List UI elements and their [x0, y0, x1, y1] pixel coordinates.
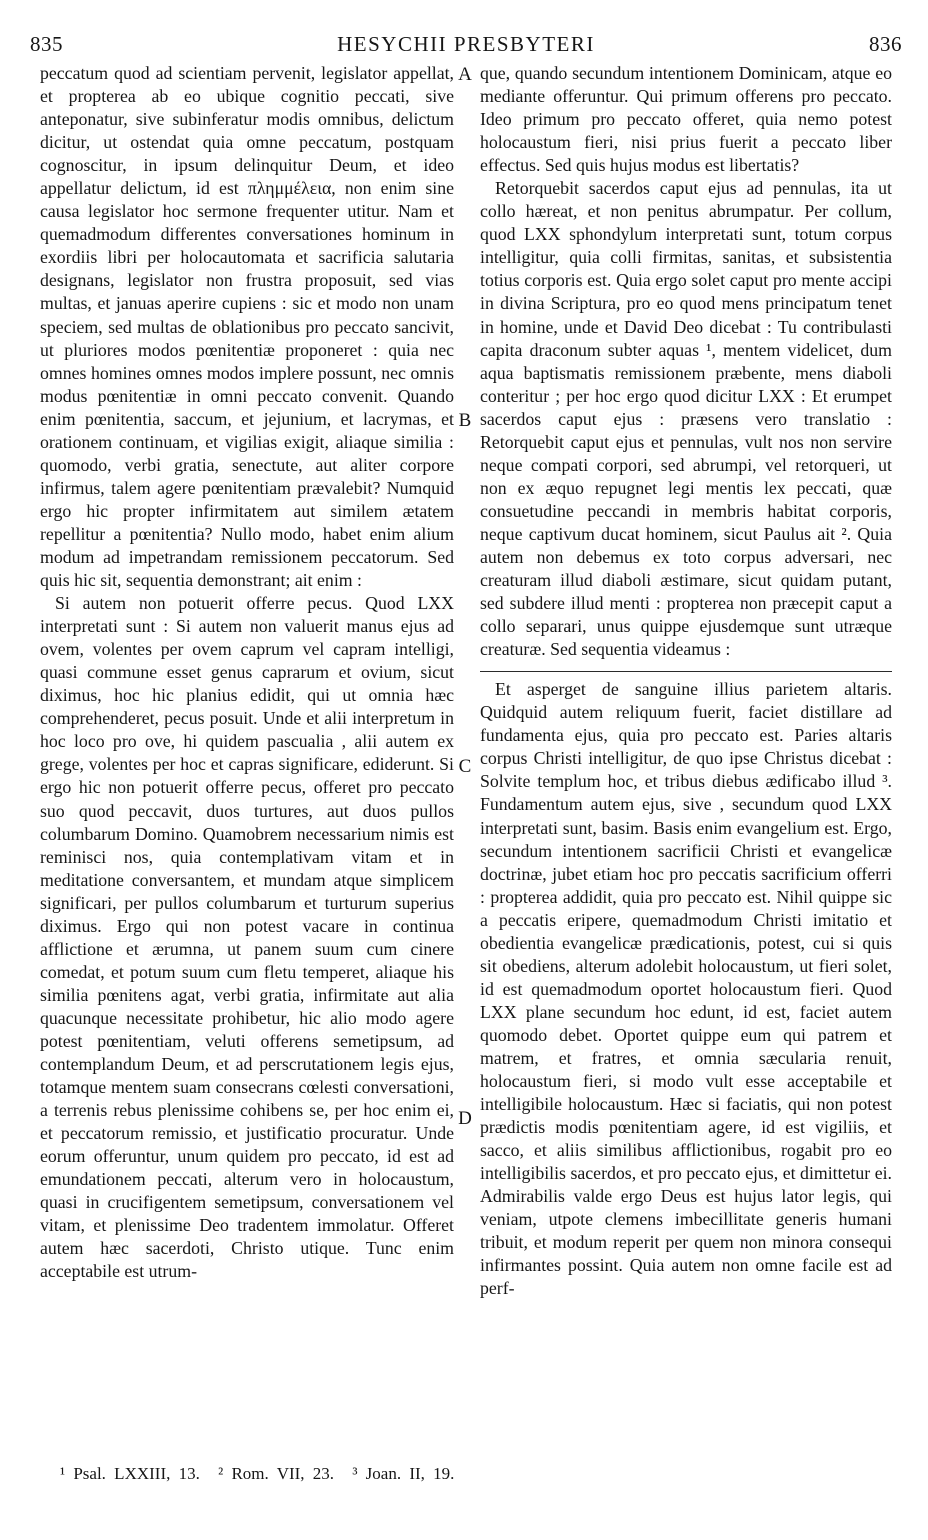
left-column: [40, 62, 454, 1432]
page-number-right: 836: [869, 32, 902, 56]
margin-mark-d: D: [458, 1108, 472, 1129]
right-column: [480, 62, 892, 1432]
page-number-left: 835: [30, 32, 63, 56]
section-divider: [480, 671, 892, 672]
footnote-1: ¹ Psal. LXXIII, 13.: [60, 1464, 200, 1483]
page-header: [30, 30, 902, 60]
left-paragraph-1: peccatum quod ad scientiam pervenit, legislator appellat, et propterea ab eo ubique cognitio peccati, sive anteponatur, sive subinferatur modis omnibus, delictum dicitur, ut ostendat quia omne peccatum, postquam cognoscitur, in ipsum delinquitur Deum, et ideo appellatur delictum, id est πλημμέλεια, non enim sine causa legislator hoc sermone frequenter utitur. Nam et quemadmodum differentes conversationes hominum in exordiis libri per holocautomata et sacrificia salutaria designans, legislator non frustra proposuit, sed vias multas, et januas aperire cupiens : sic et modo non unam speciem, sed multas de oblationibus pro peccato sancivit, ut pluriores modos pœnitentiæ proponeret : quia nec omnes homines omnes modos implere possunt, nec omnis modus pœnitentiæ in omni peccato convenit. Quando enim pœnitentia, saccum, et jejunium, et lacrymas, et orationem continuam, et vigilias exigit, aliaque similia : quomodo, verbi gratia, senectute, aut aliter corpore infirmus, talem agere pœnitentiam prævalebit? Numquid ergo hic propter infirmitatem aut similem ætatem repellitur a pœnitentia? Nullo modo, habet enim alium modum ad impetrandam remissionem peccatorum. Sed quis hic sit, sequentia demonstrant; ait enim :: [40, 63, 454, 591]
left-paragraph-2: Si autem non potuerit offerre pecus. Quod LXX interpretati sunt : Si autem non valuerit manus ejus ad ovem, volentes per ovem caprum vel capram intelligi, quasi commune esset genus caprarum et ovium, sicut diximus, hoc hic planius edidit, qui ut omnia hæc comprehenderet, pecus posuit. Unde et alii interpretum in hoc loco pro ove, hi quidem pascualia , alii autem ex grege, volentes per hoc et capras significare, ediderunt. Si ergo hic non potuerit offerre pecus, offeret pro peccato suo quod peccavit, duos turtures, aut duos pullos columbarum Domino. Quamobrem necessarium nimis est reminisci nos, quia contemplativam vitam et in meditatione conversantem, et mundam atque simplicem significari, per pullos columbarum et turturum superius diximus. Ergo qui non potest vacare in continua afflictione et ærumna, ut panem suum cum cinere comedat, et potum suum cum fletu temperet, aliaque his similia pœnitens agat, verbi gratia, infirmitate aut alia quacunque necessitate prohibetur, hic alio modo agere potest pœnitentiam, veluti offerens semetipsum, ad contemplandum Deum, et ad perscrutationem legis ejus, totamque mentem suam consecrans cœlesti conversationi, a terrenis rebus plenissime cohibens se, per hoc enim ei, et peccatorum remissio, et justificatio procuratur. Unde eorum offeruntur, unum quidem pro peccato, id est ad emundationem peccati, alterum vero in holocaustum, quasi in crucifigentem semetipsum, conversationem vel vitam, et plenissime Deo tradentem immolatur. Offeret autem hæc sacerdoti, Christo utique. Tunc enim acceptabile est utrum-: [40, 593, 454, 1282]
footnote-3: ³ Joan. II, 19.: [352, 1464, 455, 1483]
right-paragraph-1: que, quando secundum intentionem Dominicam, atque eo mediante offeruntur. Qui primum offerens pro peccato. Ideo primum pro peccato offeret, quia nemo potest holocaustum fieri, nisi prius fuerit a peccato liber effectus. Sed quis hujus modus est libertatis?: [480, 63, 892, 176]
footnotes: [60, 1464, 900, 1484]
footnote-2: ² Rom. VII, 23.: [218, 1464, 335, 1483]
running-title: HESYCHII PRESBYTERI: [337, 32, 595, 56]
margin-mark-b: B: [458, 410, 472, 431]
right-paragraph-2: Retorquebit sacerdos caput ejus ad pennulas, ita ut collo hæreat, et non penitus abrumpatur. Per collum, quod LXX sphondylum interpretati sunt, totum corpus intelligitur, quia colli firmitas, sanitas, et subsistentia totius corporis est. Quia ergo solet caput pro mente accipi in divina Scriptura, pro eo quod mens principatum tenet in homine, unde et David Deo dicebat : Tu contribulasti capita draconum subter aquas ¹, mentem videlicet, dum aqua baptismatis remissionem præbente, mens diaboli conteritur ; per hoc ergo quod dicitur LXX : Et erumpet sacerdos caput ejus : præsens vero translatio : Retorquebit caput ejus et pennulas, vult nos non servire neque compati corpori, sed abrumpi, vel retorqueri, ut non ex æquo repugnet legi mentis lex peccati, quæ consuetudine peccandi in membris habitat corporis, neque captivum ducat hominem, sicut Paulus ait ². Quia autem non debemus ex toto corpus adversari, nec creaturam illud diaboli æstimare, sicut quidam putant, sed subdere illud menti : propterea non præcepit caput a collo separari, unus quippe ejusdemque sunt utræque creaturæ. Sed sequentia videamus :: [480, 178, 892, 660]
margin-mark-c: C: [458, 756, 472, 777]
margin-mark-a: A: [458, 64, 472, 85]
right-paragraph-3: Et asperget de sanguine illius parietem altaris. Quidquid autem reliquum fuerit, faciet distillare ad fundamenta ejus, quia pro peccato est. Paries altaris corpus Christi intelligitur, de quo ipse Christus dicebat : Solvite templum hoc, et tribus diebus ædificabo illud ³. Fundamentum autem ejus, sive , secundum quod LXX interpretati sunt, basim. Basis enim evangelium est. Ergo, secundum intentionem sacrificii Christi et evangelicæ doctrinæ, jubet etiam hoc pro peccatis sacrificium offerri : propterea addidit, quia pro peccato est. Nihil quippe sic a peccatis eripere, quemadmodum Christi imitatio et obedientia evangelicæ prædicationis, potest, cui si quis sit obediens, alterum adolebit holocaustum, ut fieri solet, id est quemadmodum oportet holocaustum fieri. Quod LXX plane secundum hoc edunt, id est, faciet autem quomodo debet. Oportet quippe eum qui patrem et matrem, et fratres, et omnia sæcularia renuit, holocaustum fieri, si modo vult esse acceptabile et intelligibile holocaustum. Hæc si faciatis, qui non potest prædictis modis pœnitentiam agere, id est vigiliis, et sacco, et aliis similibus afflictionibus, rogabit pro eo intelligibilis sacerdos, et pro peccato ejus, et dimittetur ei. Admirabilis valde ergo Deus est hujus lator legis, qui veniam, utpote clemens imbecillitate generis humani tribuit, et modum reperit per quem non minora consequi infirmantes possint. Quia autem non omne facile est ad perf-: [480, 679, 892, 1299]
